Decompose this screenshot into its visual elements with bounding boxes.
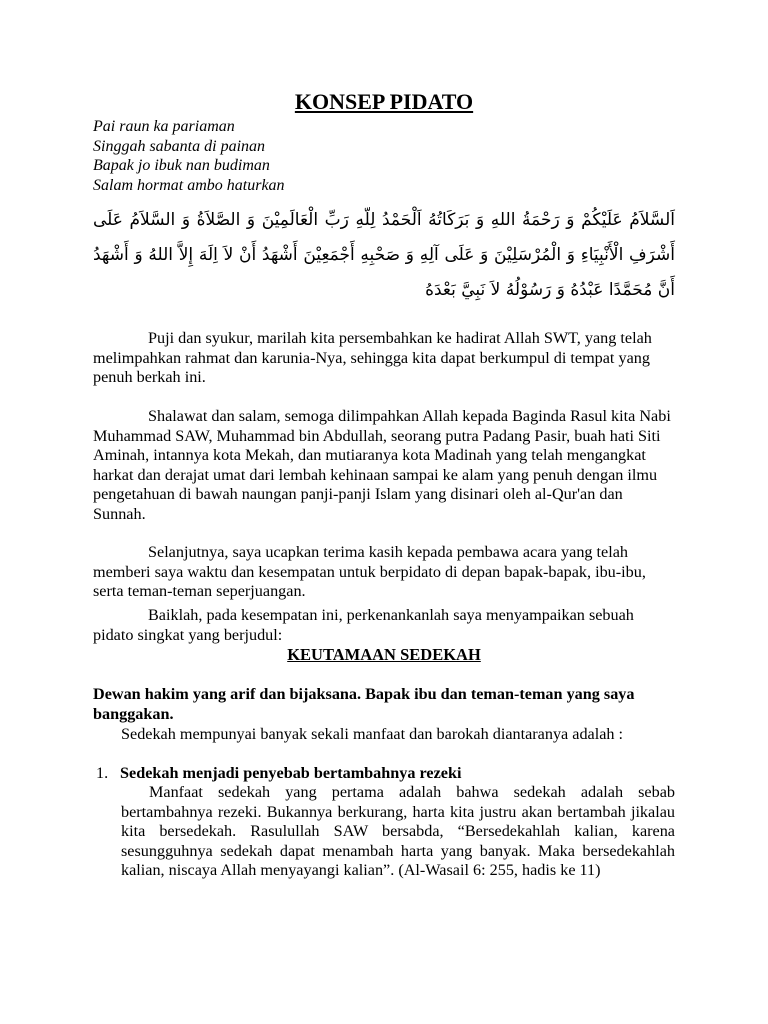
paragraph: Puji dan syukur, marilah kita persembahkan ke hadirat Allah SWT, yang telah melimpahkan rahmat dan karunia-Nya, sehingga kita dapat berkumpul di tempat yang penuh berkah ini. <box>93 329 652 386</box>
paragraph: Baiklah, pada kesempatan ini, perkenankanlah saya menyampaikan sebuah pidato singkat yang berjudul: <box>93 606 634 644</box>
opening-paragraph-2 <box>93 407 675 544</box>
arabic-greeting: اَلسَّلاَمُ عَلَيْكُمْ وَ رَحْمَةُ اللهِ وَ بَرَكَاتُهُ اَلْحَمْدُ لِلّهِ رَبِّ الْعَالَمِيْنَ وَ الصَّلاَةُ وَ السَّلاَمُ عَلَى أَشْرَفِ الْأَنْبِيَاءِ وَ الْمُرْسَلِيْنَ وَ عَلَى آلِهِ وَ صَحْبِهِ أَجْمَعِيْنَ أَشْهَدُ أَنْ لاَ اِلَهَ إِلاَّ اللهُ وَ أَشْهَدُ أَنَّ مُحَمَّدًا عَبْدُهُ وَ رَسُوْلُهُ لاَ نَبِيَّ بَعْدَهُ <box>93 210 675 300</box>
pantun-line: Singgah sabanta di painan <box>93 137 266 155</box>
point-heading <box>96 764 461 784</box>
pantun-verse <box>93 117 285 195</box>
opening-paragraph-1 <box>93 329 675 407</box>
point-heading-text: Sedekah menjadi penyebab bertambahnya rezeki <box>120 764 462 782</box>
pantun-line: Pai raun ka pariaman <box>93 118 235 135</box>
pantun-line: Bapak jo ibuk nan budiman <box>93 157 270 174</box>
paragraph: Selanjutnya, saya ucapkan terima kasih kepada pembawa acara yang telah memberi saya waktu dan kesempatan untuk berpidato di depan bapak-bapak, ibu-ibu, serta teman-teman seperjuangan. <box>93 543 646 600</box>
point-body: Manfaat sedekah yang pertama adalah bahwa sedekah adalah sebab bertambahnya rezeki. Bukannya berkurang, harta kita justru akan bertambah jikalau kita bersedekah. Rasulullah SAW bersabda, “Bersedekahlah kalian, karena sesungguhnya sedekah dapat menambah harta yang banyak. Maka bersedekahlah kalian, niscaya Allah menyayangi kalian”. (Al-Wasail 6: 255, hadis ke 11) <box>121 783 675 879</box>
speech-title: KEUTAMAAN SEDEKAH <box>287 645 481 664</box>
document-title: KONSEP PIDATO <box>294 89 474 114</box>
point-number: 1. <box>96 764 109 782</box>
pantun-line: Salam hormat ambo haturkan <box>93 176 285 194</box>
intro-paragraph: Sedekah mempunyai banyak sekali manfaat dan barokah diantaranya adalah : <box>121 725 624 743</box>
greeting-paragraph: Dewan hakim yang arif dan bijaksana. Bapak ibu dan teman-teman yang saya banggakan. <box>93 685 635 723</box>
paragraph: Shalawat dan salam, semoga dilimpahkan Allah kepada Baginda Rasul kita Nabi Muhammad SAW, Muhammad bin Abdullah, seorang putra Padang Pasir, buah hati Siti Aminah, intannya kota Mekah, dan mutiaranya kota Madinah yang telah mengangkat harkat dan derajat umat dari lembah kehinaan sampai ke alam yang penuh dengan ilmu pengetahuan di bawah naungan panji-panji Islam yang disinari oleh al-Qur'an dan Sunnah. <box>93 407 671 523</box>
